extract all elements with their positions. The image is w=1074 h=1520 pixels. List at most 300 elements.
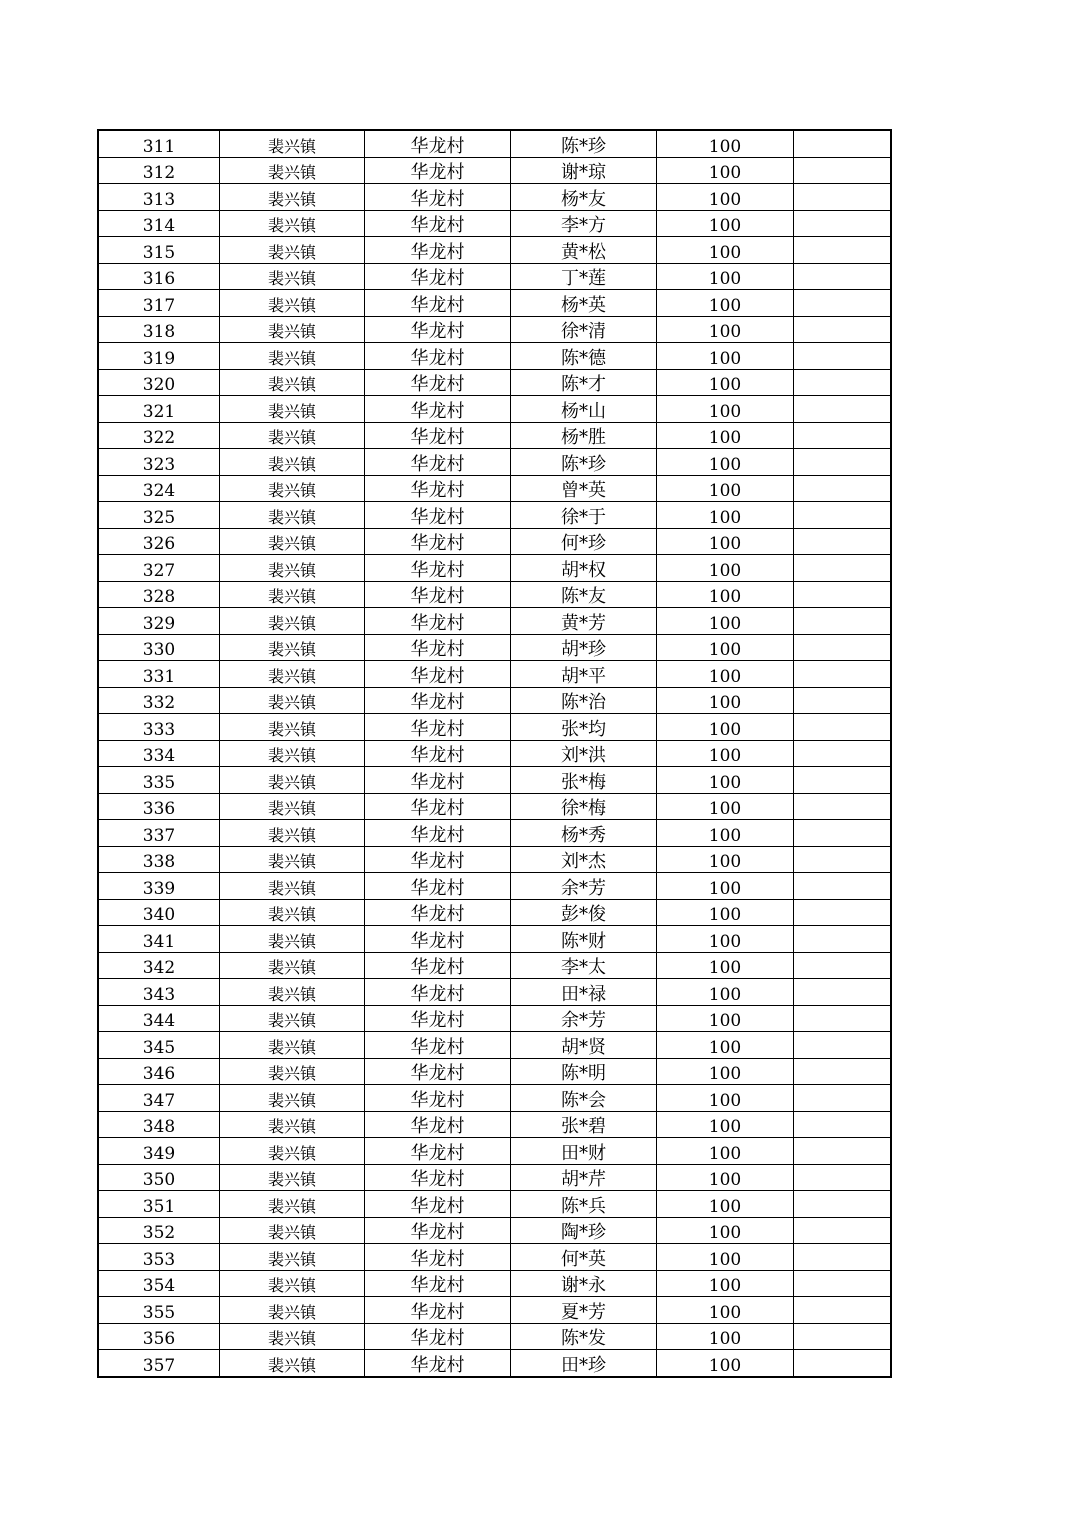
amount-cell: 100 [657, 1297, 794, 1324]
amount-cell: 100 [657, 608, 794, 635]
serial-number-cell: 335 [98, 767, 220, 794]
table-row [98, 1058, 891, 1085]
town-cell: 裴兴镇 [220, 820, 365, 847]
town-cell: 裴兴镇 [220, 343, 365, 370]
town-cell: 裴兴镇 [220, 502, 365, 529]
table-row [98, 130, 891, 157]
town-cell: 裴兴镇 [220, 1323, 365, 1350]
village-cell: 华龙村 [365, 184, 511, 211]
serial-number-cell: 350 [98, 1164, 220, 1191]
serial-number-cell: 353 [98, 1244, 220, 1271]
town-cell: 裴兴镇 [220, 714, 365, 741]
town-cell: 裴兴镇 [220, 422, 365, 449]
town-cell: 裴兴镇 [220, 979, 365, 1006]
person-name-cell: 胡*珍 [511, 634, 657, 661]
serial-number-cell: 340 [98, 899, 220, 926]
village-cell: 华龙村 [365, 1270, 511, 1297]
serial-number-cell: 334 [98, 740, 220, 767]
town-cell: 裴兴镇 [220, 396, 365, 423]
serial-number-cell: 348 [98, 1111, 220, 1138]
village-cell: 华龙村 [365, 767, 511, 794]
village-cell: 华龙村 [365, 210, 511, 237]
person-name-cell: 谢*永 [511, 1270, 657, 1297]
town-cell: 裴兴镇 [220, 1138, 365, 1165]
village-cell: 华龙村 [365, 290, 511, 317]
serial-number-cell: 356 [98, 1323, 220, 1350]
village-cell: 华龙村 [365, 1297, 511, 1324]
village-cell: 华龙村 [365, 661, 511, 688]
table-row [98, 316, 891, 343]
person-name-cell: 丁*莲 [511, 263, 657, 290]
town-cell: 裴兴镇 [220, 1058, 365, 1085]
note-cell [794, 952, 892, 979]
town-cell: 裴兴镇 [220, 873, 365, 900]
town-cell: 裴兴镇 [220, 952, 365, 979]
note-cell [794, 157, 892, 184]
serial-number-cell: 347 [98, 1085, 220, 1112]
serial-number-cell: 321 [98, 396, 220, 423]
person-name-cell: 徐*于 [511, 502, 657, 529]
amount-cell: 100 [657, 502, 794, 529]
village-cell: 华龙村 [365, 1032, 511, 1059]
serial-number-cell: 311 [98, 130, 220, 157]
town-cell: 裴兴镇 [220, 608, 365, 635]
person-name-cell: 陈*友 [511, 581, 657, 608]
amount-cell: 100 [657, 952, 794, 979]
table-row [98, 926, 891, 953]
amount-cell: 100 [657, 475, 794, 502]
table-row [98, 1138, 891, 1165]
person-name-cell: 刘*杰 [511, 846, 657, 873]
table-row [98, 1323, 891, 1350]
town-cell: 裴兴镇 [220, 1217, 365, 1244]
amount-cell: 100 [657, 290, 794, 317]
serial-number-cell: 344 [98, 1005, 220, 1032]
amount-cell: 100 [657, 1111, 794, 1138]
table-row [98, 714, 891, 741]
village-cell: 华龙村 [365, 502, 511, 529]
serial-number-cell: 338 [98, 846, 220, 873]
note-cell [794, 290, 892, 317]
person-name-cell: 徐*梅 [511, 793, 657, 820]
table-row [98, 634, 891, 661]
table-row [98, 1085, 891, 1112]
serial-number-cell: 343 [98, 979, 220, 1006]
person-name-cell: 何*珍 [511, 528, 657, 555]
table-row [98, 184, 891, 211]
table-row [98, 952, 891, 979]
town-cell: 裴兴镇 [220, 263, 365, 290]
person-name-cell: 陈*珍 [511, 130, 657, 157]
table-row [98, 237, 891, 264]
village-cell: 华龙村 [365, 316, 511, 343]
serial-number-cell: 322 [98, 422, 220, 449]
serial-number-cell: 331 [98, 661, 220, 688]
amount-cell: 100 [657, 846, 794, 873]
town-cell: 裴兴镇 [220, 740, 365, 767]
note-cell [794, 1244, 892, 1271]
village-cell: 华龙村 [365, 740, 511, 767]
note-cell [794, 687, 892, 714]
town-cell: 裴兴镇 [220, 1244, 365, 1271]
town-cell: 裴兴镇 [220, 1297, 365, 1324]
table-row [98, 1244, 891, 1271]
note-cell [794, 820, 892, 847]
person-name-cell: 杨*山 [511, 396, 657, 423]
village-cell: 华龙村 [365, 846, 511, 873]
village-cell: 华龙村 [365, 528, 511, 555]
town-cell: 裴兴镇 [220, 528, 365, 555]
town-cell: 裴兴镇 [220, 1005, 365, 1032]
person-name-cell: 何*英 [511, 1244, 657, 1271]
roster-sheet [97, 129, 892, 1378]
person-name-cell: 李*太 [511, 952, 657, 979]
village-cell: 华龙村 [365, 343, 511, 370]
village-cell: 华龙村 [365, 1085, 511, 1112]
amount-cell: 100 [657, 1270, 794, 1297]
note-cell [794, 1270, 892, 1297]
table-row [98, 1164, 891, 1191]
serial-number-cell: 328 [98, 581, 220, 608]
amount-cell: 100 [657, 820, 794, 847]
person-name-cell: 陈*德 [511, 343, 657, 370]
person-name-cell: 张*梅 [511, 767, 657, 794]
note-cell [794, 1323, 892, 1350]
village-cell: 华龙村 [365, 634, 511, 661]
serial-number-cell: 351 [98, 1191, 220, 1218]
note-cell [794, 661, 892, 688]
table-row [98, 157, 891, 184]
note-cell [794, 979, 892, 1006]
serial-number-cell: 323 [98, 449, 220, 476]
village-cell: 华龙村 [365, 157, 511, 184]
town-cell: 裴兴镇 [220, 634, 365, 661]
note-cell [794, 555, 892, 582]
note-cell [794, 899, 892, 926]
note-cell [794, 1350, 892, 1377]
person-name-cell: 谢*琼 [511, 157, 657, 184]
table-row [98, 661, 891, 688]
table-row [98, 793, 891, 820]
table-row [98, 846, 891, 873]
village-cell: 华龙村 [365, 475, 511, 502]
serial-number-cell: 325 [98, 502, 220, 529]
amount-cell: 100 [657, 793, 794, 820]
amount-cell: 100 [657, 661, 794, 688]
person-name-cell: 夏*芳 [511, 1297, 657, 1324]
note-cell [794, 767, 892, 794]
amount-cell: 100 [657, 1058, 794, 1085]
serial-number-cell: 349 [98, 1138, 220, 1165]
town-cell: 裴兴镇 [220, 1350, 365, 1377]
town-cell: 裴兴镇 [220, 581, 365, 608]
note-cell [794, 1032, 892, 1059]
village-cell: 华龙村 [365, 793, 511, 820]
village-cell: 华龙村 [365, 555, 511, 582]
serial-number-cell: 314 [98, 210, 220, 237]
town-cell: 裴兴镇 [220, 1270, 365, 1297]
amount-cell: 100 [657, 237, 794, 264]
amount-cell: 100 [657, 740, 794, 767]
table-row [98, 1217, 891, 1244]
town-cell: 裴兴镇 [220, 1111, 365, 1138]
village-cell: 华龙村 [365, 369, 511, 396]
person-name-cell: 田*禄 [511, 979, 657, 1006]
town-cell: 裴兴镇 [220, 555, 365, 582]
note-cell [794, 714, 892, 741]
village-cell: 华龙村 [365, 899, 511, 926]
table-row [98, 528, 891, 555]
serial-number-cell: 318 [98, 316, 220, 343]
table-row [98, 263, 891, 290]
amount-cell: 100 [657, 873, 794, 900]
serial-number-cell: 357 [98, 1350, 220, 1377]
village-cell: 华龙村 [365, 820, 511, 847]
village-cell: 华龙村 [365, 1191, 511, 1218]
village-cell: 华龙村 [365, 237, 511, 264]
village-cell: 华龙村 [365, 1111, 511, 1138]
amount-cell: 100 [657, 926, 794, 953]
note-cell [794, 528, 892, 555]
table-row [98, 1297, 891, 1324]
amount-cell: 100 [657, 396, 794, 423]
amount-cell: 100 [657, 767, 794, 794]
amount-cell: 100 [657, 528, 794, 555]
village-cell: 华龙村 [365, 1058, 511, 1085]
town-cell: 裴兴镇 [220, 290, 365, 317]
table-row [98, 820, 891, 847]
note-cell [794, 608, 892, 635]
note-cell [794, 1217, 892, 1244]
town-cell: 裴兴镇 [220, 1191, 365, 1218]
table-row [98, 449, 891, 476]
village-cell: 华龙村 [365, 979, 511, 1006]
table-row [98, 1005, 891, 1032]
amount-cell: 100 [657, 634, 794, 661]
serial-number-cell: 312 [98, 157, 220, 184]
amount-cell: 100 [657, 1244, 794, 1271]
person-name-cell: 陈*发 [511, 1323, 657, 1350]
amount-cell: 100 [657, 184, 794, 211]
person-name-cell: 余*芳 [511, 873, 657, 900]
person-name-cell: 余*芳 [511, 1005, 657, 1032]
note-cell [794, 422, 892, 449]
person-name-cell: 李*方 [511, 210, 657, 237]
amount-cell: 100 [657, 1138, 794, 1165]
village-cell: 华龙村 [365, 952, 511, 979]
person-name-cell: 胡*贤 [511, 1032, 657, 1059]
town-cell: 裴兴镇 [220, 793, 365, 820]
town-cell: 裴兴镇 [220, 475, 365, 502]
table-row [98, 396, 891, 423]
town-cell: 裴兴镇 [220, 1032, 365, 1059]
note-cell [794, 846, 892, 873]
table-row [98, 369, 891, 396]
note-cell [794, 475, 892, 502]
note-cell [794, 581, 892, 608]
amount-cell: 100 [657, 130, 794, 157]
note-cell [794, 184, 892, 211]
village-cell: 华龙村 [365, 1005, 511, 1032]
town-cell: 裴兴镇 [220, 237, 365, 264]
person-name-cell: 陈*兵 [511, 1191, 657, 1218]
village-cell: 华龙村 [365, 1350, 511, 1377]
person-name-cell: 杨*胜 [511, 422, 657, 449]
note-cell [794, 449, 892, 476]
table-row [98, 1191, 891, 1218]
serial-number-cell: 317 [98, 290, 220, 317]
note-cell [794, 343, 892, 370]
village-cell: 华龙村 [365, 1164, 511, 1191]
person-name-cell: 陈*会 [511, 1085, 657, 1112]
note-cell [794, 1058, 892, 1085]
serial-number-cell: 354 [98, 1270, 220, 1297]
amount-cell: 100 [657, 210, 794, 237]
town-cell: 裴兴镇 [220, 316, 365, 343]
town-cell: 裴兴镇 [220, 899, 365, 926]
table-row [98, 1111, 891, 1138]
village-cell: 华龙村 [365, 449, 511, 476]
serial-number-cell: 320 [98, 369, 220, 396]
note-cell [794, 926, 892, 953]
table-row [98, 290, 891, 317]
person-name-cell: 胡*权 [511, 555, 657, 582]
table-row [98, 422, 891, 449]
person-name-cell: 陈*珍 [511, 449, 657, 476]
table-row [98, 899, 891, 926]
village-cell: 华龙村 [365, 422, 511, 449]
table-row [98, 767, 891, 794]
serial-number-cell: 313 [98, 184, 220, 211]
serial-number-cell: 330 [98, 634, 220, 661]
town-cell: 裴兴镇 [220, 1164, 365, 1191]
table-row [98, 581, 891, 608]
serial-number-cell: 355 [98, 1297, 220, 1324]
amount-cell: 100 [657, 1005, 794, 1032]
roster-table [97, 129, 892, 1378]
town-cell: 裴兴镇 [220, 210, 365, 237]
amount-cell: 100 [657, 714, 794, 741]
note-cell [794, 502, 892, 529]
table-row [98, 979, 891, 1006]
person-name-cell: 张*碧 [511, 1111, 657, 1138]
serial-number-cell: 342 [98, 952, 220, 979]
person-name-cell: 陈*财 [511, 926, 657, 953]
table-row [98, 1350, 891, 1377]
note-cell [794, 263, 892, 290]
table-row [98, 740, 891, 767]
town-cell: 裴兴镇 [220, 661, 365, 688]
town-cell: 裴兴镇 [220, 687, 365, 714]
serial-number-cell: 336 [98, 793, 220, 820]
serial-number-cell: 332 [98, 687, 220, 714]
amount-cell: 100 [657, 581, 794, 608]
note-cell [794, 130, 892, 157]
person-name-cell: 胡*平 [511, 661, 657, 688]
village-cell: 华龙村 [365, 873, 511, 900]
person-name-cell: 杨*友 [511, 184, 657, 211]
table-row [98, 1270, 891, 1297]
village-cell: 华龙村 [365, 926, 511, 953]
note-cell [794, 793, 892, 820]
person-name-cell: 刘*洪 [511, 740, 657, 767]
serial-number-cell: 326 [98, 528, 220, 555]
table-body [98, 130, 891, 1377]
table-row [98, 210, 891, 237]
serial-number-cell: 352 [98, 1217, 220, 1244]
amount-cell: 100 [657, 555, 794, 582]
person-name-cell: 张*均 [511, 714, 657, 741]
village-cell: 华龙村 [365, 714, 511, 741]
town-cell: 裴兴镇 [220, 846, 365, 873]
amount-cell: 100 [657, 1350, 794, 1377]
amount-cell: 100 [657, 687, 794, 714]
serial-number-cell: 315 [98, 237, 220, 264]
serial-number-cell: 345 [98, 1032, 220, 1059]
note-cell [794, 369, 892, 396]
amount-cell: 100 [657, 422, 794, 449]
table-row [98, 502, 891, 529]
table-row [98, 555, 891, 582]
note-cell [794, 210, 892, 237]
note-cell [794, 634, 892, 661]
table-row [98, 343, 891, 370]
note-cell [794, 1191, 892, 1218]
person-name-cell: 杨*秀 [511, 820, 657, 847]
person-name-cell: 胡*芹 [511, 1164, 657, 1191]
town-cell: 裴兴镇 [220, 449, 365, 476]
village-cell: 华龙村 [365, 1323, 511, 1350]
town-cell: 裴兴镇 [220, 184, 365, 211]
town-cell: 裴兴镇 [220, 130, 365, 157]
amount-cell: 100 [657, 1032, 794, 1059]
table-row [98, 608, 891, 635]
note-cell [794, 873, 892, 900]
person-name-cell: 陈*才 [511, 369, 657, 396]
village-cell: 华龙村 [365, 1244, 511, 1271]
person-name-cell: 田*珍 [511, 1350, 657, 1377]
town-cell: 裴兴镇 [220, 767, 365, 794]
note-cell [794, 1138, 892, 1165]
person-name-cell: 彭*俊 [511, 899, 657, 926]
town-cell: 裴兴镇 [220, 1085, 365, 1112]
person-name-cell: 黄*松 [511, 237, 657, 264]
town-cell: 裴兴镇 [220, 926, 365, 953]
village-cell: 华龙村 [365, 1138, 511, 1165]
serial-number-cell: 346 [98, 1058, 220, 1085]
amount-cell: 100 [657, 263, 794, 290]
note-cell [794, 1297, 892, 1324]
village-cell: 华龙村 [365, 396, 511, 423]
table-row [98, 873, 891, 900]
person-name-cell: 徐*清 [511, 316, 657, 343]
serial-number-cell: 319 [98, 343, 220, 370]
serial-number-cell: 333 [98, 714, 220, 741]
amount-cell: 100 [657, 1191, 794, 1218]
amount-cell: 100 [657, 979, 794, 1006]
note-cell [794, 1005, 892, 1032]
person-name-cell: 曾*英 [511, 475, 657, 502]
serial-number-cell: 324 [98, 475, 220, 502]
amount-cell: 100 [657, 157, 794, 184]
amount-cell: 100 [657, 1164, 794, 1191]
village-cell: 华龙村 [365, 581, 511, 608]
amount-cell: 100 [657, 899, 794, 926]
note-cell [794, 1085, 892, 1112]
table-row [98, 475, 891, 502]
person-name-cell: 陶*珍 [511, 1217, 657, 1244]
serial-number-cell: 327 [98, 555, 220, 582]
